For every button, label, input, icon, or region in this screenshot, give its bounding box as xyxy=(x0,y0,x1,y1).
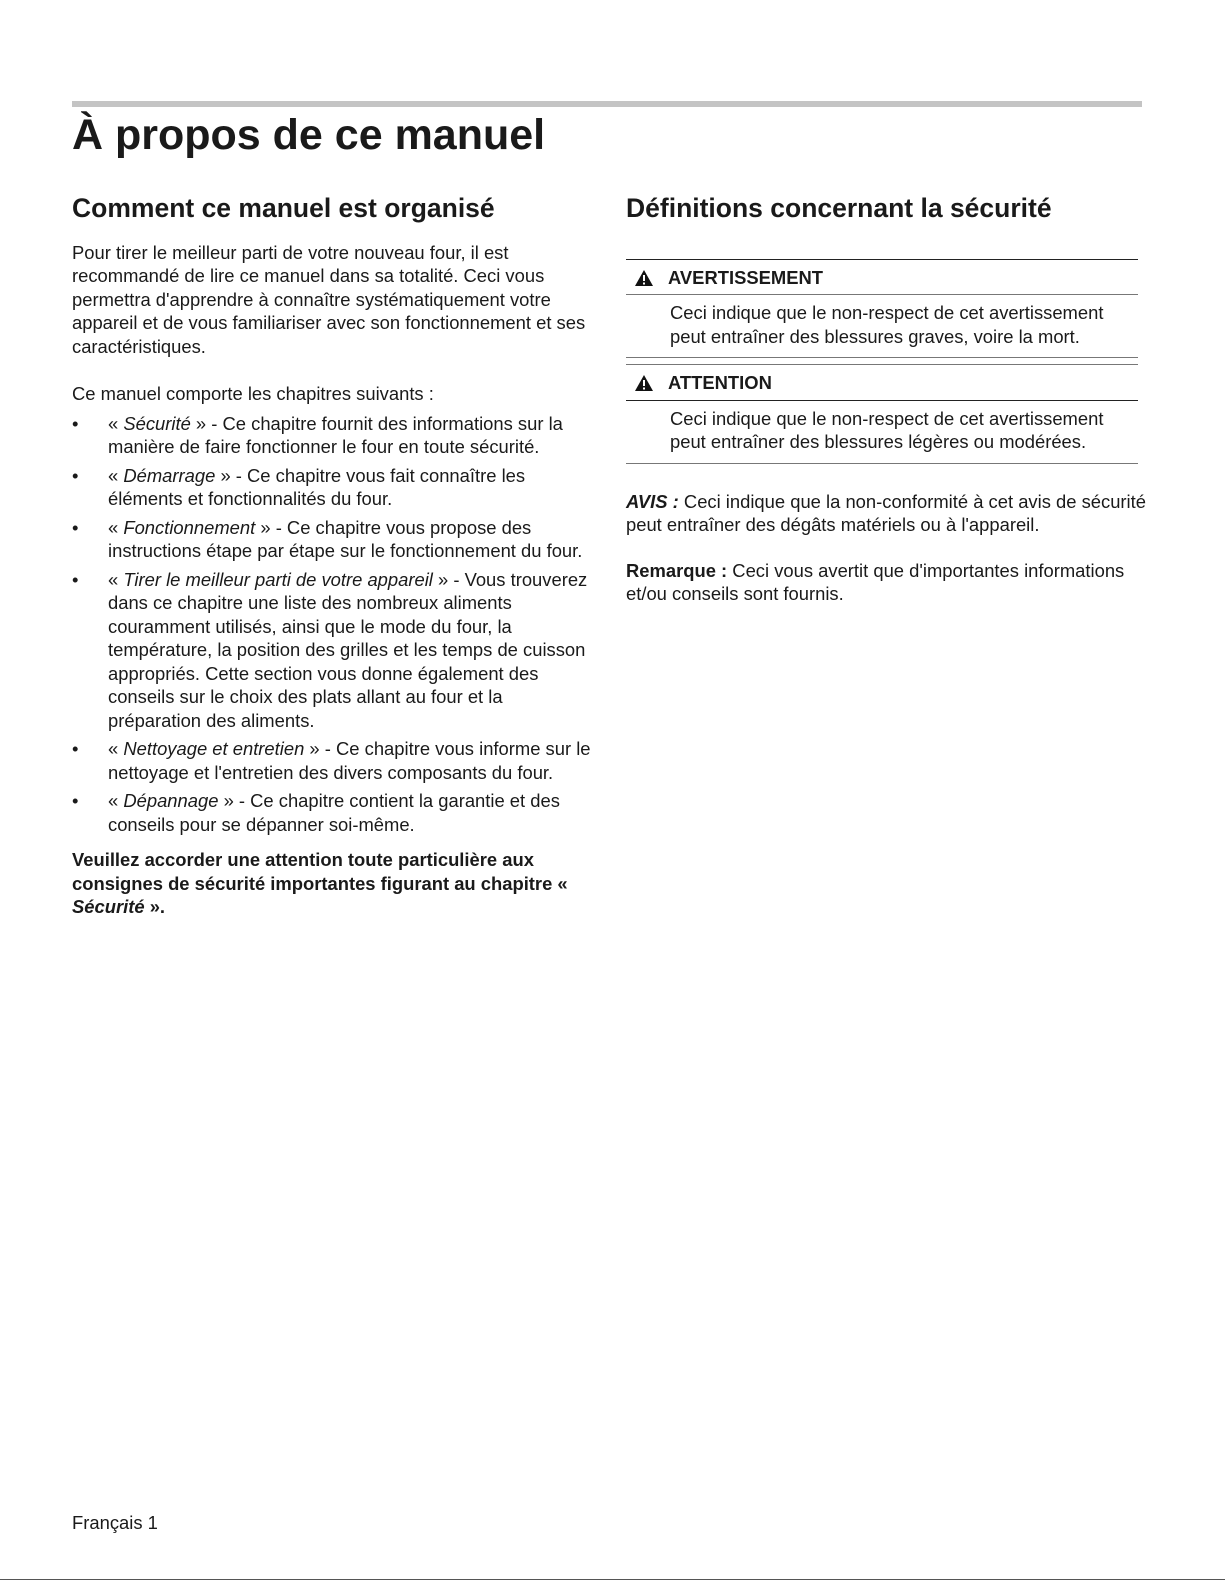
warning-label: ATTENTION xyxy=(668,372,772,394)
close-quote: » xyxy=(190,412,207,434)
list-item xyxy=(72,412,594,459)
warning-block-attention xyxy=(626,364,1138,464)
close-quote: » xyxy=(304,738,320,760)
warning-block-avertissement xyxy=(626,259,1138,359)
page-title: À propos de ce manuel xyxy=(72,111,546,159)
chapter-name: Fonctionnement xyxy=(123,516,256,538)
chapter-description: - Ce chapitre fournit des informations sur la manière de faire fonctionner le four en toute sécurité. xyxy=(108,412,563,458)
chapter-name: Tirer le meilleur parti de votre appareil xyxy=(123,568,433,590)
close-quote: » xyxy=(255,516,271,538)
bullet: • xyxy=(72,790,79,812)
chapters-intro: Ce manuel comporte les chapitres suivants : xyxy=(72,383,434,405)
open-quote: « xyxy=(108,738,124,760)
bullet: • xyxy=(72,568,79,590)
warning-label: AVERTISSEMENT xyxy=(668,266,823,288)
close-quote: » xyxy=(218,790,234,812)
open-quote: « xyxy=(108,464,124,486)
safety-reminder-text: Veuillez accorder une attention toute particulière aux consignes de sécurité importantes figurant au chapitre « xyxy=(72,849,568,894)
bullet: • xyxy=(72,516,79,538)
page-footer: Français 1 xyxy=(72,1512,158,1533)
list-item xyxy=(72,737,594,784)
right-column xyxy=(626,193,1146,606)
warning-header xyxy=(626,365,1138,400)
avis-text: Ceci indique que la non-conformité à cet avis de sécurité peut entraîner des dégâts matériels ou à l'appareil. xyxy=(626,490,1146,536)
warning-header xyxy=(626,260,1138,295)
list-item xyxy=(72,516,594,563)
chapter-list xyxy=(72,412,594,837)
section-heading-organisation: Comment ce manuel est organisé xyxy=(72,193,495,223)
safety-reminder xyxy=(72,848,594,919)
warning-text: Ceci indique que le non-respect de cet avertissement peut entraîner des blessures légères ou modérées. xyxy=(670,407,1104,453)
section-heading-safety-definitions: Définitions concernant la sécurité xyxy=(626,193,1052,223)
bullet: • xyxy=(72,412,79,434)
list-item xyxy=(72,789,594,836)
open-quote: « xyxy=(108,790,124,812)
chapter-description: - Ce chapitre vous informe sur le nettoyage et l'entretien des divers composants du four. xyxy=(108,738,591,783)
remarque-paragraph xyxy=(626,559,1146,606)
list-item xyxy=(72,464,594,511)
chapter-description: - Ce chapitre vous propose des instructions étape par étape sur le fonctionnement du four. xyxy=(108,516,583,562)
safety-reminder-chapter: Sécurité xyxy=(72,896,145,918)
divider xyxy=(626,463,1138,464)
chapter-description: - Ce chapitre vous fait connaître les éléments et fonctionnalités du four. xyxy=(108,464,526,510)
close-quote: » xyxy=(215,464,231,486)
left-column xyxy=(72,193,594,919)
open-quote: « xyxy=(108,568,124,590)
title-rule xyxy=(72,101,1142,107)
avis-label: AVIS : xyxy=(626,490,679,512)
bullet: • xyxy=(72,464,79,486)
chapter-name: Dépannage xyxy=(123,790,219,812)
warning-text: Ceci indique que le non-respect de cet avertissement peut entraîner des blessures graves, voire la mort. xyxy=(670,302,1104,347)
open-quote: « xyxy=(108,516,124,538)
list-item xyxy=(72,568,594,733)
open-quote: « xyxy=(108,412,124,434)
chapter-description: - Vous trouverez dans ce chapitre une liste des nombreux aliments couramment utilisés, ainsi que le mode du four, la température, la position des grilles et les temps de cuisson appropriés. Cette section vous donne également des conseils sur le choix des plats allant au four et la préparation des aliments. xyxy=(108,568,588,731)
chapter-description: - Ce chapitre contient la garantie et des conseils pour se dépanner soi-même. xyxy=(108,790,560,835)
close-quote: » xyxy=(432,568,449,590)
remarque-text: Ceci vous avertit que d'importantes informations et/ou conseils sont fournis. xyxy=(626,559,1125,605)
chapter-name: Démarrage xyxy=(123,464,216,486)
chapter-name: Nettoyage et entretien xyxy=(123,738,305,760)
divider xyxy=(626,357,1138,358)
bullet: • xyxy=(72,738,79,760)
intro-paragraph: Pour tirer le meilleur parti de votre nouveau four, il est recommandé de lire ce manuel dans sa totalité. Ceci vous permettra d'apprendre à connaître systématiquement votre appareil et de vous familiariser avec son fonctionnement et ses caractéristiques. xyxy=(72,241,586,357)
avis-paragraph xyxy=(626,490,1146,537)
bottom-rule xyxy=(0,1579,1225,1580)
remarque-label: Remarque : xyxy=(626,559,728,581)
warning-triangle-icon xyxy=(634,269,654,287)
safety-reminder-end: ». xyxy=(144,896,166,918)
chapter-name: Sécurité xyxy=(123,412,191,434)
warning-triangle-icon xyxy=(634,374,654,392)
